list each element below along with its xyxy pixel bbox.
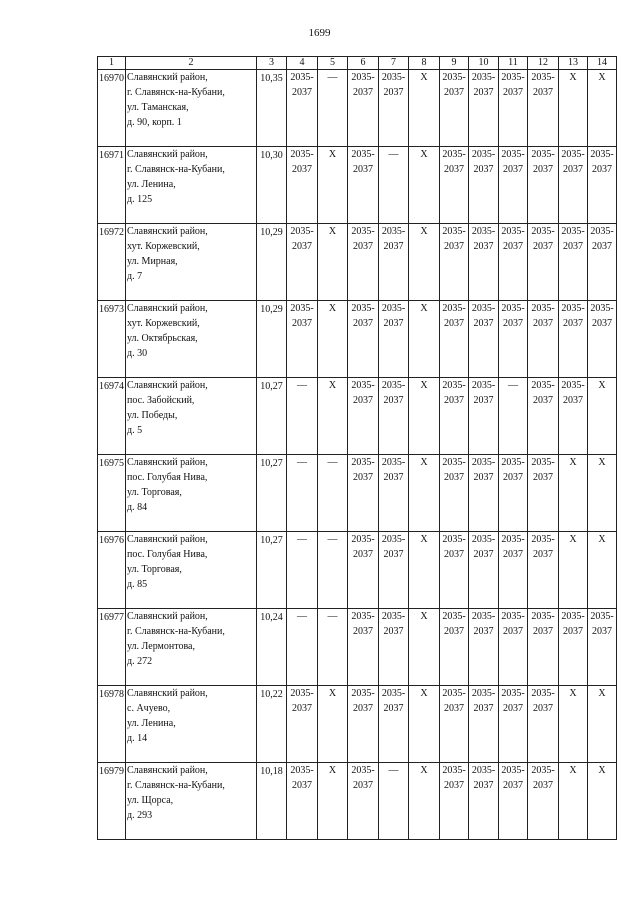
period-cell: 2035- 2037 (348, 378, 379, 455)
address-line: пос. Голубая Нива, (127, 472, 208, 483)
column-header: 5 (318, 57, 348, 70)
period-cell: 2035- 2037 (379, 532, 409, 609)
table-row (98, 70, 617, 147)
period-cell: 2035- 2037 (469, 455, 499, 532)
period-cell: 2035- 2037 (469, 70, 499, 147)
period-cell: 2035- 2037 (499, 686, 528, 763)
period-cell: Х (318, 686, 348, 763)
period-cell: Х (409, 70, 440, 147)
address-line: пос. Забойский, (127, 395, 195, 406)
period-cell: Х (409, 609, 440, 686)
period-cell: 2035- 2037 (469, 378, 499, 455)
header-row (98, 57, 617, 70)
address-line: ул. Торговая, (127, 487, 182, 498)
period-cell: 2035- 2037 (440, 70, 469, 147)
period-cell: Х (409, 301, 440, 378)
address-line: Славянский район, (127, 457, 208, 468)
address-line: ул. Мирная, (127, 256, 178, 267)
period-cell: — (379, 147, 409, 224)
period-cell: — (287, 455, 318, 532)
period-cell: 2035- 2037 (440, 609, 469, 686)
period-cell: 2035- 2037 (469, 763, 499, 840)
column-header: 10 (469, 57, 499, 70)
address-line: пос. Голубая Нива, (127, 549, 208, 560)
period-cell: 2035- 2037 (528, 224, 559, 301)
period-cell: 2035- 2037 (559, 609, 588, 686)
address-line: ул. Победы, (127, 410, 178, 421)
period-cell: 2035- 2037 (499, 609, 528, 686)
address-line: Славянский район, (127, 226, 208, 237)
address-line: Славянский район, (127, 72, 208, 83)
period-cell: 2035- 2037 (348, 147, 379, 224)
period-cell: 2035- 2037 (588, 301, 617, 378)
period-cell: 2035- 2037 (528, 455, 559, 532)
row-number: 16977 (98, 609, 126, 686)
period-cell: 2035- 2037 (379, 609, 409, 686)
period-cell: Х (409, 763, 440, 840)
period-cell: Х (559, 455, 588, 532)
table-row (98, 147, 617, 224)
column-header: 14 (588, 57, 617, 70)
period-cell: 2035- 2037 (348, 70, 379, 147)
address-line: ул. Торговая, (127, 564, 182, 575)
period-cell: 2035- 2037 (528, 378, 559, 455)
value-cell: 10,18 (257, 763, 287, 840)
address-cell (126, 763, 257, 840)
address-line: г. Славянск-на-Кубани, (127, 780, 225, 791)
page-number: 1699 (308, 27, 331, 39)
row-number: 16974 (98, 378, 126, 455)
address-line: Славянский район, (127, 688, 208, 699)
period-cell: Х (559, 763, 588, 840)
period-cell: 2035- 2037 (379, 70, 409, 147)
address-cell (126, 609, 257, 686)
period-cell: 2035- 2037 (348, 609, 379, 686)
period-cell: 2035- 2037 (440, 301, 469, 378)
period-cell: 2035- 2037 (348, 532, 379, 609)
address-line: д. 30 (127, 348, 148, 359)
period-cell: 2035- 2037 (348, 455, 379, 532)
period-cell: Х (588, 686, 617, 763)
column-header: 8 (409, 57, 440, 70)
column-header: 6 (348, 57, 379, 70)
period-cell: 2035- 2037 (469, 301, 499, 378)
column-header: 3 (257, 57, 287, 70)
address-cell (126, 378, 257, 455)
table-row (98, 763, 617, 840)
period-cell: 2035- 2037 (287, 70, 318, 147)
period-cell: Х (559, 70, 588, 147)
period-cell: 2035- 2037 (559, 224, 588, 301)
table-row (98, 609, 617, 686)
period-cell: Х (409, 455, 440, 532)
address-cell (126, 301, 257, 378)
period-cell: — (318, 532, 348, 609)
period-cell: — (318, 455, 348, 532)
period-cell: 2035- 2037 (440, 147, 469, 224)
period-cell: 2035- 2037 (528, 763, 559, 840)
address-line: д. 5 (127, 425, 143, 436)
period-cell: 2035- 2037 (440, 532, 469, 609)
address-line: г. Славянск-на-Кубани, (127, 626, 225, 637)
address-line: Славянский район, (127, 380, 208, 391)
row-number: 16972 (98, 224, 126, 301)
period-cell: 2035- 2037 (379, 455, 409, 532)
period-cell: 2035- 2037 (379, 378, 409, 455)
period-cell: 2035- 2037 (440, 378, 469, 455)
column-header: 11 (499, 57, 528, 70)
address-line: ул. Ленина, (127, 179, 176, 190)
address-line: д. 125 (127, 194, 153, 205)
address-cell (126, 70, 257, 147)
address-cell (126, 455, 257, 532)
period-cell: 2035- 2037 (499, 301, 528, 378)
period-cell: 2035- 2037 (469, 686, 499, 763)
period-cell: 2035- 2037 (528, 301, 559, 378)
period-cell: 2035- 2037 (559, 147, 588, 224)
value-cell: 10,27 (257, 378, 287, 455)
period-cell: 2035- 2037 (379, 686, 409, 763)
period-cell: 2035- 2037 (588, 609, 617, 686)
period-cell: 2035- 2037 (499, 70, 528, 147)
period-cell: Х (318, 763, 348, 840)
table-body (98, 70, 617, 840)
row-number: 16979 (98, 763, 126, 840)
period-cell: 2035- 2037 (287, 147, 318, 224)
address-line: д. 14 (127, 733, 148, 744)
period-cell: 2035- 2037 (499, 224, 528, 301)
address-line: д. 7 (127, 271, 143, 282)
period-cell: Х (318, 224, 348, 301)
address-line: ул. Щорса, (127, 795, 174, 806)
address-cell (126, 224, 257, 301)
data-table (97, 56, 617, 840)
address-line: хут. Коржевский, (127, 318, 200, 329)
period-cell: — (318, 70, 348, 147)
period-cell: Х (588, 455, 617, 532)
address-cell (126, 686, 257, 763)
period-cell: — (499, 378, 528, 455)
period-cell: Х (559, 532, 588, 609)
period-cell: — (379, 763, 409, 840)
value-cell: 10,35 (257, 70, 287, 147)
value-cell: 10,30 (257, 147, 287, 224)
period-cell: 2035- 2037 (528, 686, 559, 763)
column-header: 2 (126, 57, 257, 70)
period-cell: Х (318, 301, 348, 378)
address-line: ул. Ленина, (127, 718, 176, 729)
period-cell: Х (588, 70, 617, 147)
address-line: г. Славянск-на-Кубани, (127, 164, 225, 175)
address-line: д. 90, корп. 1 (127, 117, 182, 128)
column-header: 1 (98, 57, 126, 70)
period-cell: 2035- 2037 (499, 532, 528, 609)
period-cell: Х (559, 686, 588, 763)
column-header: 12 (528, 57, 559, 70)
period-cell: Х (318, 378, 348, 455)
value-cell: 10,27 (257, 455, 287, 532)
value-cell: 10,29 (257, 301, 287, 378)
period-cell: 2035- 2037 (379, 224, 409, 301)
row-number: 16976 (98, 532, 126, 609)
value-cell: 10,27 (257, 532, 287, 609)
period-cell: 2035- 2037 (287, 686, 318, 763)
address-line: Славянский район, (127, 303, 208, 314)
period-cell: 2035- 2037 (528, 532, 559, 609)
table-row (98, 686, 617, 763)
row-number: 16973 (98, 301, 126, 378)
column-header: 7 (379, 57, 409, 70)
period-cell: Х (318, 147, 348, 224)
period-cell: 2035- 2037 (469, 147, 499, 224)
address-line: Славянский район, (127, 611, 208, 622)
period-cell: Х (588, 378, 617, 455)
period-cell: Х (409, 378, 440, 455)
period-cell: 2035- 2037 (499, 147, 528, 224)
period-cell: 2035- 2037 (499, 455, 528, 532)
table-row (98, 532, 617, 609)
period-cell: 2035- 2037 (440, 763, 469, 840)
period-cell: 2035- 2037 (440, 686, 469, 763)
period-cell: 2035- 2037 (348, 301, 379, 378)
period-cell: 2035- 2037 (348, 224, 379, 301)
address-line: с. Ачуево, (127, 703, 171, 714)
period-cell: — (287, 532, 318, 609)
period-cell: Х (409, 224, 440, 301)
address-line: Славянский район, (127, 149, 208, 160)
address-line: д. 85 (127, 579, 148, 590)
column-header: 4 (287, 57, 318, 70)
period-cell: 2035- 2037 (379, 301, 409, 378)
row-number: 16978 (98, 686, 126, 763)
period-cell: 2035- 2037 (469, 609, 499, 686)
period-cell: — (318, 609, 348, 686)
period-cell: Х (409, 686, 440, 763)
address-line: г. Славянск-на-Кубани, (127, 87, 225, 98)
period-cell: 2035- 2037 (528, 609, 559, 686)
row-number: 16970 (98, 70, 126, 147)
value-cell: 10,22 (257, 686, 287, 763)
address-line: ул. Таманская, (127, 102, 189, 113)
period-cell: 2035- 2037 (528, 70, 559, 147)
period-cell: — (287, 378, 318, 455)
table-row (98, 301, 617, 378)
table-row (98, 224, 617, 301)
period-cell: 2035- 2037 (559, 301, 588, 378)
period-cell: 2035- 2037 (469, 532, 499, 609)
address-line: ул. Лермонтова, (127, 641, 195, 652)
period-cell: Х (588, 763, 617, 840)
value-cell: 10,29 (257, 224, 287, 301)
period-cell: 2035- 2037 (348, 763, 379, 840)
address-line: Славянский район, (127, 765, 208, 776)
period-cell: 2035- 2037 (588, 224, 617, 301)
period-cell: 2035- 2037 (559, 378, 588, 455)
address-line: Славянский район, (127, 534, 208, 545)
period-cell: 2035- 2037 (588, 147, 617, 224)
address-line: д. 272 (127, 656, 153, 667)
address-line: ул. Октябрьская, (127, 333, 198, 344)
address-cell (126, 147, 257, 224)
period-cell: 2035- 2037 (348, 686, 379, 763)
period-cell: 2035- 2037 (440, 455, 469, 532)
column-header: 13 (559, 57, 588, 70)
period-cell: Х (409, 147, 440, 224)
period-cell: 2035- 2037 (287, 224, 318, 301)
row-number: 16975 (98, 455, 126, 532)
period-cell: Х (588, 532, 617, 609)
table-row (98, 455, 617, 532)
period-cell: 2035- 2037 (469, 224, 499, 301)
period-cell: Х (409, 532, 440, 609)
period-cell: 2035- 2037 (499, 763, 528, 840)
row-number: 16971 (98, 147, 126, 224)
period-cell: — (287, 609, 318, 686)
period-cell: 2035- 2037 (287, 763, 318, 840)
column-header: 9 (440, 57, 469, 70)
address-line: д. 84 (127, 502, 148, 513)
address-cell (126, 532, 257, 609)
period-cell: 2035- 2037 (287, 301, 318, 378)
period-cell: 2035- 2037 (528, 147, 559, 224)
address-line: хут. Коржевский, (127, 241, 200, 252)
address-line: д. 293 (127, 810, 153, 821)
value-cell: 10,24 (257, 609, 287, 686)
table-row (98, 378, 617, 455)
period-cell: 2035- 2037 (440, 224, 469, 301)
